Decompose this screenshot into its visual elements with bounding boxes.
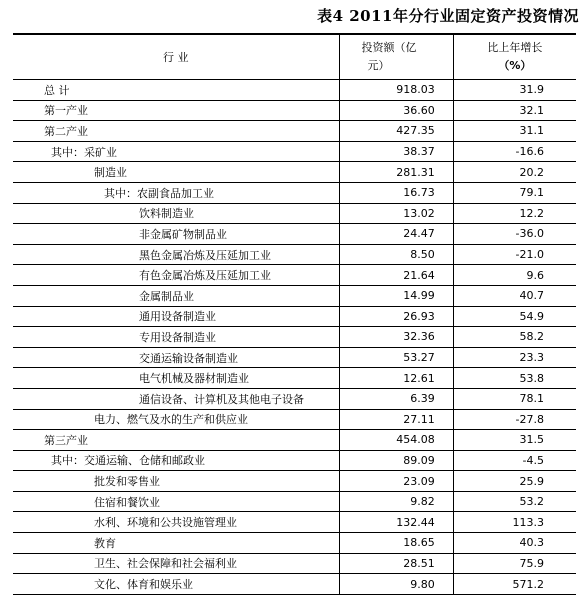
row-name: 住宿和餐饮业 (13, 491, 339, 512)
row-investment: 28.51 (339, 553, 453, 574)
table-row (13, 285, 576, 306)
table-row (13, 162, 576, 183)
table-row (13, 141, 576, 162)
row-growth: 20.2 (519, 165, 544, 179)
row-growth: 25.9 (519, 474, 544, 488)
row-investment: 21.64 (339, 265, 453, 286)
row-investment: 24.47 (339, 224, 453, 245)
row-name: 非金属矿物制品业 (13, 224, 339, 245)
column-header-item-label: 行 业 (163, 51, 189, 64)
row-investment: 26.93 (339, 306, 453, 327)
column-header-growth (453, 34, 576, 80)
row-growth: -21.0 (515, 248, 544, 262)
row-name: 教育 (13, 533, 339, 554)
row-investment: 32.36 (339, 327, 453, 348)
row-growth: 31.5 (519, 433, 544, 447)
row-name: 第一产业 (13, 100, 339, 121)
table-row (13, 100, 576, 121)
row-investment: 13.02 (339, 203, 453, 224)
row-investment: 9.80 (339, 574, 453, 595)
row-growth: 79.1 (519, 186, 544, 200)
row-growth: -36.0 (515, 227, 544, 241)
row-growth: 23.3 (519, 351, 544, 365)
table-row (13, 265, 576, 286)
table-row (13, 430, 576, 451)
column-header-investment-line2: 元） (367, 59, 390, 72)
table-row (13, 203, 576, 224)
row-investment: 18.65 (339, 533, 453, 554)
row-growth: -4.5 (522, 453, 544, 467)
row-investment: 23.09 (339, 471, 453, 492)
table-row (13, 450, 576, 471)
row-name: 电力、燃气及水的生产和供应业 (13, 409, 339, 430)
row-investment: 89.09 (339, 450, 453, 471)
table-row (13, 244, 576, 265)
row-growth: 31.1 (519, 124, 544, 138)
row-name: 文化、体育和娱乐业 (13, 574, 339, 595)
row-growth: 54.9 (519, 309, 544, 323)
column-header-item (13, 34, 339, 80)
row-growth: 31.9 (519, 83, 544, 97)
table-row (13, 471, 576, 492)
row-investment: 36.60 (339, 100, 453, 121)
row-investment: 918.03 (339, 80, 453, 101)
row-growth: 78.1 (519, 392, 544, 406)
row-name: 第二产业 (13, 121, 339, 142)
table-row (13, 388, 576, 409)
row-name: 通信设备、计算机及其他电子设备 (13, 388, 339, 409)
table-row (13, 533, 576, 554)
row-investment: 6.39 (339, 388, 453, 409)
row-name: 金属制品业 (13, 285, 339, 306)
table-row (13, 553, 576, 574)
investment-table (13, 33, 576, 595)
column-header-growth-line2: （%） (498, 59, 532, 72)
table-row (13, 368, 576, 389)
header-row (13, 34, 576, 80)
row-name: 总 计 (13, 80, 339, 101)
row-investment: 14.99 (339, 285, 453, 306)
row-name: 卫生、社会保障和社会福利业 (13, 553, 339, 574)
row-investment: 12.61 (339, 368, 453, 389)
row-name: 通用设备制造业 (13, 306, 339, 327)
row-investment: 27.11 (339, 409, 453, 430)
row-investment: 132.44 (339, 512, 453, 533)
row-name: 其中：交通运输、仓储和邮政业 (13, 450, 339, 471)
row-growth: 12.2 (519, 206, 544, 220)
table-row (13, 574, 576, 595)
row-investment: 281.31 (339, 162, 453, 183)
row-investment: 8.50 (339, 244, 453, 265)
row-name: 有色金属冶炼及压延加工业 (13, 265, 339, 286)
table-row (13, 347, 576, 368)
table-row (13, 327, 576, 348)
row-growth: -27.8 (515, 412, 544, 426)
row-name: 其中：采矿业 (13, 141, 339, 162)
table-row (13, 182, 576, 203)
row-name: 制造业 (13, 162, 339, 183)
row-name: 批发和零售业 (13, 471, 339, 492)
row-growth: 58.2 (519, 330, 544, 344)
row-name: 电气机械及器材制造业 (13, 368, 339, 389)
row-investment: 454.08 (339, 430, 453, 451)
table-row (13, 80, 576, 101)
row-name: 黑色金属冶炼及压延加工业 (13, 244, 339, 265)
row-name: 交通运输设备制造业 (13, 347, 339, 368)
table-title: 表4 2011年分行业固定资产投资情况 (317, 7, 579, 25)
row-name: 饮料制造业 (13, 203, 339, 224)
row-growth: 53.8 (519, 371, 544, 385)
table-row (13, 224, 576, 245)
table-row (13, 121, 576, 142)
row-investment: 16.73 (339, 182, 453, 203)
table-row (13, 512, 576, 533)
row-investment: 9.82 (339, 491, 453, 512)
table-row (13, 491, 576, 512)
column-header-investment-line1: 投资额（亿 (361, 41, 417, 54)
row-growth: 40.3 (519, 536, 544, 550)
row-growth: 40.7 (519, 289, 544, 303)
column-header-growth-line1: 比上年增长 (487, 41, 543, 54)
row-growth: -16.6 (515, 145, 544, 159)
row-growth: 53.2 (519, 495, 544, 509)
row-name: 第三产业 (13, 430, 339, 451)
row-growth: 9.6 (526, 268, 544, 282)
row-investment: 53.27 (339, 347, 453, 368)
table-row (13, 409, 576, 430)
row-investment: 427.35 (339, 121, 453, 142)
row-growth: 571.2 (512, 577, 544, 591)
row-growth: 32.1 (519, 103, 544, 117)
row-name: 专用设备制造业 (13, 327, 339, 348)
row-growth: 75.9 (519, 556, 544, 570)
row-investment: 38.37 (339, 141, 453, 162)
table-row (13, 306, 576, 327)
row-growth: 113.3 (512, 515, 544, 529)
row-name: 水利、环境和公共设施管理业 (13, 512, 339, 533)
column-header-investment (339, 34, 453, 80)
row-name: 其中：农副食品加工业 (13, 182, 339, 203)
